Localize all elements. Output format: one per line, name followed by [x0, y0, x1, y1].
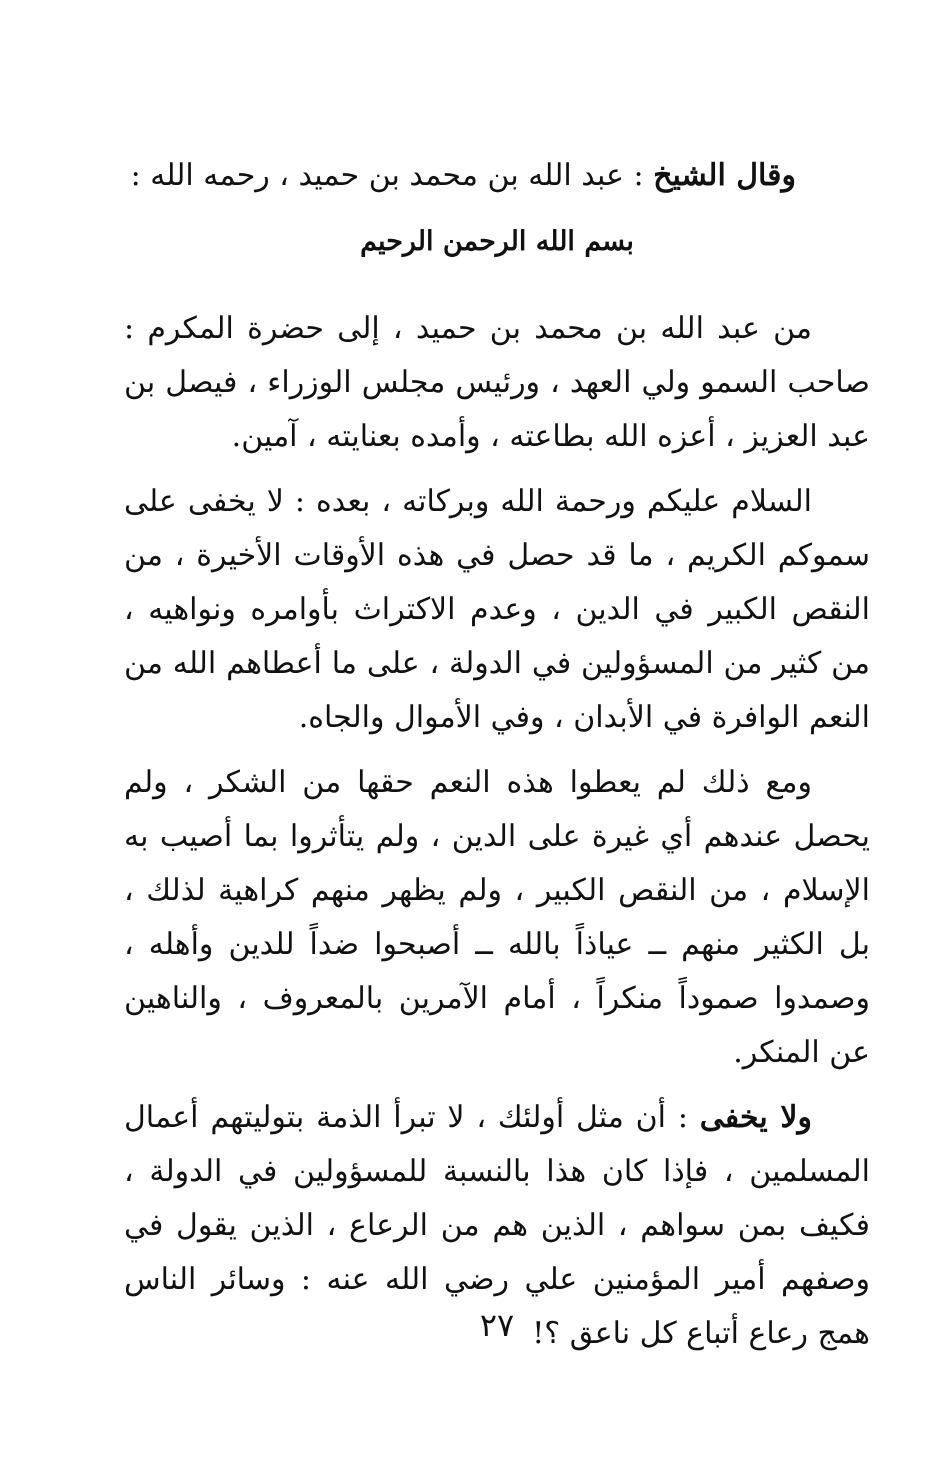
paragraph-3-text: ومع ذلك لم يعطوا هذه النعم حقها من الشكر ، ولم يحصل عندهم أي غيرة على الدين ، ولم يتأثروا بما أصيب به الإسلام ، من النقص الكبير ، ولم يظهر منهم كراهية لذلك ، بل الكثير منهم ــ عياذاً بالله ــ أصبحوا ضداً للدين وأهله ، وصمدوا صموداً منكراً ، أمام الآمرين بالمعروف ، والناهين عن المنكر. [124, 765, 870, 1070]
paragraph-1-text: من عبد الله بن محمد بن حميد ، إلى حضرة المكرم : صاحب السمو ولي العهد ، ورئيس مجلس الوزراء ، فيصل بن عبد العزيز ، أعزه الله بطاعته ، وأمده بعنايته ، آمين. [124, 311, 870, 454]
document-page [124, 0, 870, 1478]
paragraph-3 [124, 756, 870, 1080]
paragraph-4-text: : أن مثل أولئك ، لا تبرأ الذمة بتوليتهم أعمال المسلمين ، فإذا كان هذا بالنسبة للمسؤولين في الدولة ، فكيف بمن سواهم ، الذين هم من الرعاع ، الذين يقول في وصفهم أمير المؤمنين علي رضي الله عنه : وسائر الناس همج رعاع أتباع كل ناعق ؟! [124, 1100, 870, 1351]
section-heading [124, 148, 796, 204]
page-number: ٢٧ [479, 1306, 515, 1344]
heading-text: : عبد الله بن محمد بن حميد ، رحمه الله : [130, 158, 654, 193]
paragraph-2 [124, 475, 870, 745]
letter-body [124, 302, 870, 1372]
paragraph-2-text: السلام عليكم ورحمة الله وبركاته ، بعده : لا يخفى على سموكم الكريم ، ما قد حصل في هذه الأوقات الأخيرة ، من النقص الكبير في الدين ، وعدم الاكتراث بأوامره ونواهيه ، من كثير من المسؤولين في الدولة ، على ما أعطاهم الله من النعم الوافرة في الأبدان ، وفي الأموال والجاه. [124, 484, 870, 735]
heading-label: وقال الشيخ [653, 158, 796, 193]
paragraph-4-lead: ولا يخفى [699, 1100, 813, 1135]
paragraph-1 [124, 302, 870, 464]
basmala-calligraphy: بسم الله الرحمن الرحيم [360, 226, 634, 257]
